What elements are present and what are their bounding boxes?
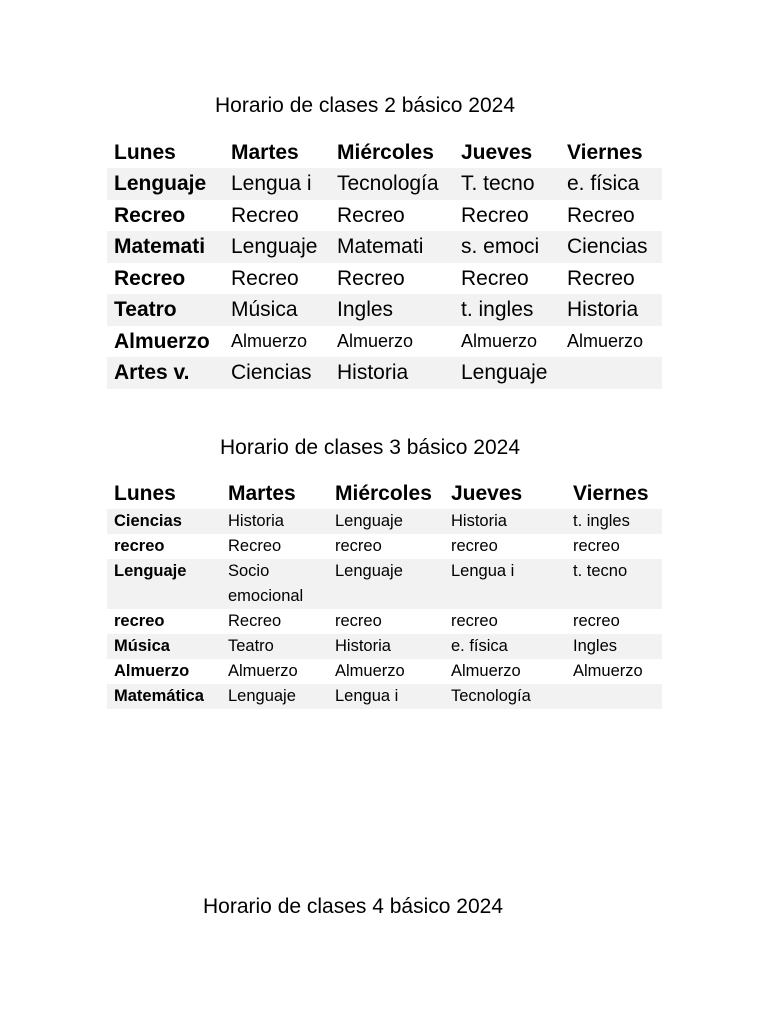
table-cell: Ingles xyxy=(566,634,662,659)
header-viernes: Viernes xyxy=(567,141,643,164)
table-cell: Recreo xyxy=(567,266,635,290)
table-row xyxy=(107,294,662,326)
table-row xyxy=(107,609,662,634)
table-cell: Recreo xyxy=(231,266,299,290)
table-cell: Recreo xyxy=(461,266,529,290)
table-cell: Tecnología xyxy=(330,168,454,200)
table-row xyxy=(107,684,662,709)
table-cell: Lengua i xyxy=(444,559,566,609)
table-row xyxy=(107,634,662,659)
table-cell: Lengua i xyxy=(224,168,330,200)
table-cell: Ciencias xyxy=(224,357,330,389)
table-cell: t. tecno xyxy=(566,559,662,609)
table-cell: Teatro xyxy=(107,294,224,326)
table-row xyxy=(107,200,662,232)
header-martes: Martes xyxy=(231,141,299,164)
table-cell: recreo xyxy=(451,612,498,630)
header-miercoles: Miércoles xyxy=(337,141,434,164)
table-cell: Ciencias xyxy=(560,231,662,263)
table-cell: Lenguaje xyxy=(328,559,444,609)
table-cell: recreo xyxy=(573,537,620,555)
table-cell: Historia xyxy=(328,634,444,659)
table-cell xyxy=(560,357,662,389)
table-cell: Matemati xyxy=(330,231,454,263)
table-cell: Ciencias xyxy=(107,509,221,534)
table-cell: Ingles xyxy=(330,294,454,326)
table-cell: t. ingles xyxy=(566,509,662,534)
table-cell: t. ingles xyxy=(454,294,560,326)
table-cell: Lenguaje xyxy=(454,357,560,389)
table-cell: Música xyxy=(107,634,221,659)
table-cell: Recreo xyxy=(114,203,186,227)
table-cell: Historia xyxy=(330,357,454,389)
table-cell: Recreo xyxy=(114,266,186,290)
table-cell: Almuerzo xyxy=(337,330,414,351)
schedule-title-2-basico: Horario de clases 2 básico 2024 xyxy=(215,94,516,117)
header-lunes: Lunes xyxy=(114,141,176,164)
header-martes: Martes xyxy=(228,482,296,505)
table-cell: e. física xyxy=(444,634,566,659)
table-cell: Almuerzo xyxy=(461,330,538,351)
table-cell: Historia xyxy=(444,509,566,534)
header-lunes: Lunes xyxy=(114,482,176,505)
header-jueves: Jueves xyxy=(461,141,533,164)
table-cell: Socio emocional xyxy=(221,559,328,609)
table-cell: Música xyxy=(224,294,330,326)
table-cell: Almuerzo xyxy=(567,330,644,351)
table-cell: Almuerzo xyxy=(573,662,643,680)
table-cell: e. física xyxy=(560,168,662,200)
header-miercoles: Miércoles xyxy=(335,482,432,505)
table-cell: Almuerzo xyxy=(451,662,521,680)
table-cell: recreo xyxy=(335,537,382,555)
table-cell: Recreo xyxy=(567,203,635,227)
table-cell: s. emoci xyxy=(454,231,560,263)
schedule-table-2-basico xyxy=(107,137,662,389)
table-cell: Recreo xyxy=(228,537,282,555)
table-cell: Lenguaje xyxy=(107,559,221,609)
table-cell: Historia xyxy=(221,509,328,534)
table-row xyxy=(107,168,662,200)
table-row xyxy=(107,509,662,534)
table-cell: Matemática xyxy=(107,684,221,709)
table-row xyxy=(107,231,662,263)
table-cell: Teatro xyxy=(221,634,328,659)
table-row xyxy=(107,659,662,684)
table-cell: Lenguaje xyxy=(107,168,224,200)
table-cell: recreo xyxy=(114,612,165,630)
header-viernes: Viernes xyxy=(573,482,649,505)
table-cell: recreo xyxy=(335,612,382,630)
table-cell: Artes v. xyxy=(107,357,224,389)
schedule-title-4-basico: Horario de clases 4 básico 2024 xyxy=(203,895,504,918)
table-cell: Recreo xyxy=(337,203,405,227)
table-cell: Lenguaje xyxy=(328,509,444,534)
table-cell: Almuerzo xyxy=(114,662,190,680)
table-cell: Historia xyxy=(560,294,662,326)
table-cell: Lenguaje xyxy=(221,684,328,709)
table-cell: Almuerzo xyxy=(231,330,308,351)
table-row xyxy=(107,326,662,358)
table-row xyxy=(107,559,662,609)
table-cell: Almuerzo xyxy=(335,662,405,680)
schedule-title-3-basico: Horario de clases 3 básico 2024 xyxy=(220,436,521,459)
table-cell: Tecnología xyxy=(444,684,566,709)
table-row xyxy=(107,263,662,295)
table-cell: recreo xyxy=(573,612,620,630)
table-cell: Recreo xyxy=(231,203,299,227)
table-cell: recreo xyxy=(114,537,165,555)
table-cell: Almuerzo xyxy=(228,662,298,680)
table-cell: Matemati xyxy=(107,231,224,263)
table-cell xyxy=(566,684,662,709)
table-row xyxy=(107,357,662,389)
schedule-table-3-basico xyxy=(107,479,662,709)
table-row xyxy=(107,534,662,559)
table-cell: Lenguaje xyxy=(224,231,330,263)
table-cell: T. tecno xyxy=(454,168,560,200)
table-cell: Lengua i xyxy=(328,684,444,709)
table-cell: Almuerzo xyxy=(114,329,210,353)
table-cell: Recreo xyxy=(228,612,282,630)
table-cell: recreo xyxy=(451,537,498,555)
header-row xyxy=(107,479,662,509)
table-cell: Recreo xyxy=(337,266,405,290)
header-jueves: Jueves xyxy=(451,482,523,505)
table-cell: Recreo xyxy=(461,203,529,227)
header-row xyxy=(107,137,662,168)
